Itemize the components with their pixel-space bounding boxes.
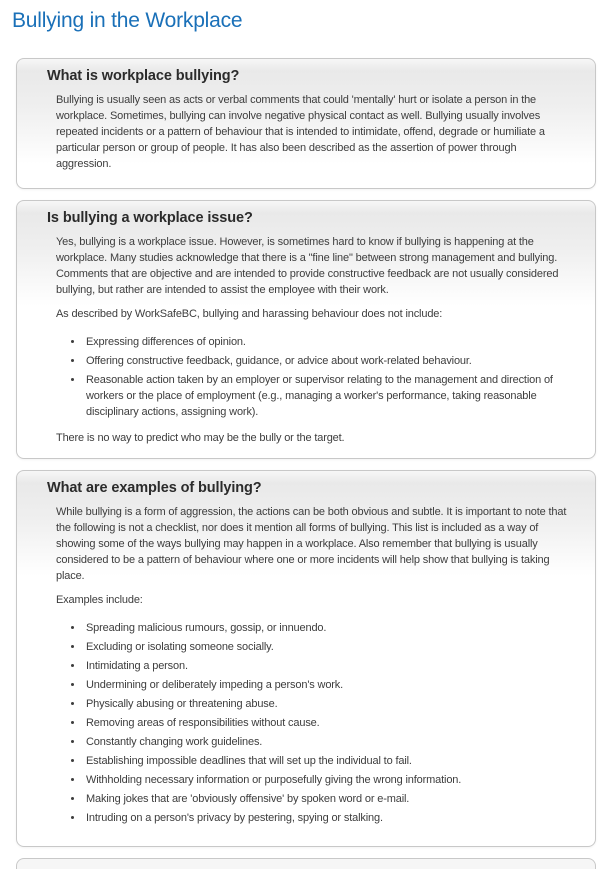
list-item: • Establishing impossible deadlines that will set up the individual to fail. <box>84 753 568 769</box>
section-panel-workplace-issue <box>16 200 596 459</box>
content-area <box>0 58 612 869</box>
paragraph: While bullying is a form of aggression, the actions can be both obvious and subtle. It is important to note that the following is not a checklist, nor does it mention all forms of bullying. This list is included as a way of showing some of the ways bullying may happen in a workplace. Also remember that bullying is usually considered to be a pattern of behaviour where one or more incidents will help show that bullying is taking place. <box>56 506 567 582</box>
list-item: • Physically abusing or threatening abuse. <box>84 696 568 712</box>
list-item: • Withholding necessary information or purposefully giving the wrong information. <box>84 772 568 788</box>
list-item: • Making jokes that are 'obviously offensive' by spoken word or e-mail. <box>84 791 568 807</box>
list-intro: Examples include: <box>56 594 143 606</box>
paragraph: Yes, bullying is a workplace issue. However, is sometimes hard to know if bullying is happening at the workplace. Many studies acknowledge that there is a "fine line" between strong management and bullying. Comments that are objective and are intended to provide constructive feedback are not usually considered bullying, but rather are intended to assist the employee with their work. <box>56 236 559 296</box>
list-item: • Constantly changing work guidelines. <box>84 734 568 750</box>
list-intro: As described by WorkSafeBC, bullying and harassing behaviour does not include: <box>56 308 443 320</box>
bullet-list <box>56 620 568 826</box>
list-item: • Undermining or deliberately impeding a person's work. <box>84 677 568 693</box>
page-title: Bullying in the Workplace <box>12 9 243 32</box>
section-heading: What is workplace bullying? <box>47 68 240 84</box>
section-body <box>56 92 568 172</box>
paragraph: Bullying is usually seen as acts or verbal comments that could 'mentally' hurt or isolate a person in the workplace. Sometimes, bullying can involve negative physical contact as well. Bullying usually involves repeated incidents or a pattern of behaviour that is intended to intimidate, offend, degrade or humiliate a particular person or group of people. It has also been described as the assertion of power through aggression. <box>56 94 545 170</box>
next-section-stub <box>16 858 596 869</box>
list-item: • Excluding or isolating someone socially. <box>84 639 568 655</box>
bullet-list <box>56 334 568 420</box>
section-heading: What are examples of bullying? <box>47 480 262 496</box>
list-item: • Expressing differences of opinion. <box>84 334 568 350</box>
list-item: • Intimidating a person. <box>84 658 568 674</box>
section-body <box>56 504 568 826</box>
list-item: • Spreading malicious rumours, gossip, or innuendo. <box>84 620 568 636</box>
list-item: • Offering constructive feedback, guidance, or advice about work-related behaviour. <box>84 353 568 369</box>
closing-paragraph: There is no way to predict who may be the bully or the target. <box>56 432 345 444</box>
list-item: • Removing areas of responsibilities without cause. <box>84 715 568 731</box>
section-body <box>56 234 568 446</box>
section-heading: Is bullying a workplace issue? <box>47 210 253 226</box>
list-item: • Reasonable action taken by an employer or supervisor relating to the management and direction of workers or the place of employment (e.g., managing a worker's performance, taking reasonable disciplinary actions, assigning work). <box>84 372 568 420</box>
section-panel-examples <box>16 470 596 847</box>
section-panel-what-is-bullying <box>16 58 596 189</box>
list-item: • Intruding on a person's privacy by pestering, spying or stalking. <box>84 810 568 826</box>
